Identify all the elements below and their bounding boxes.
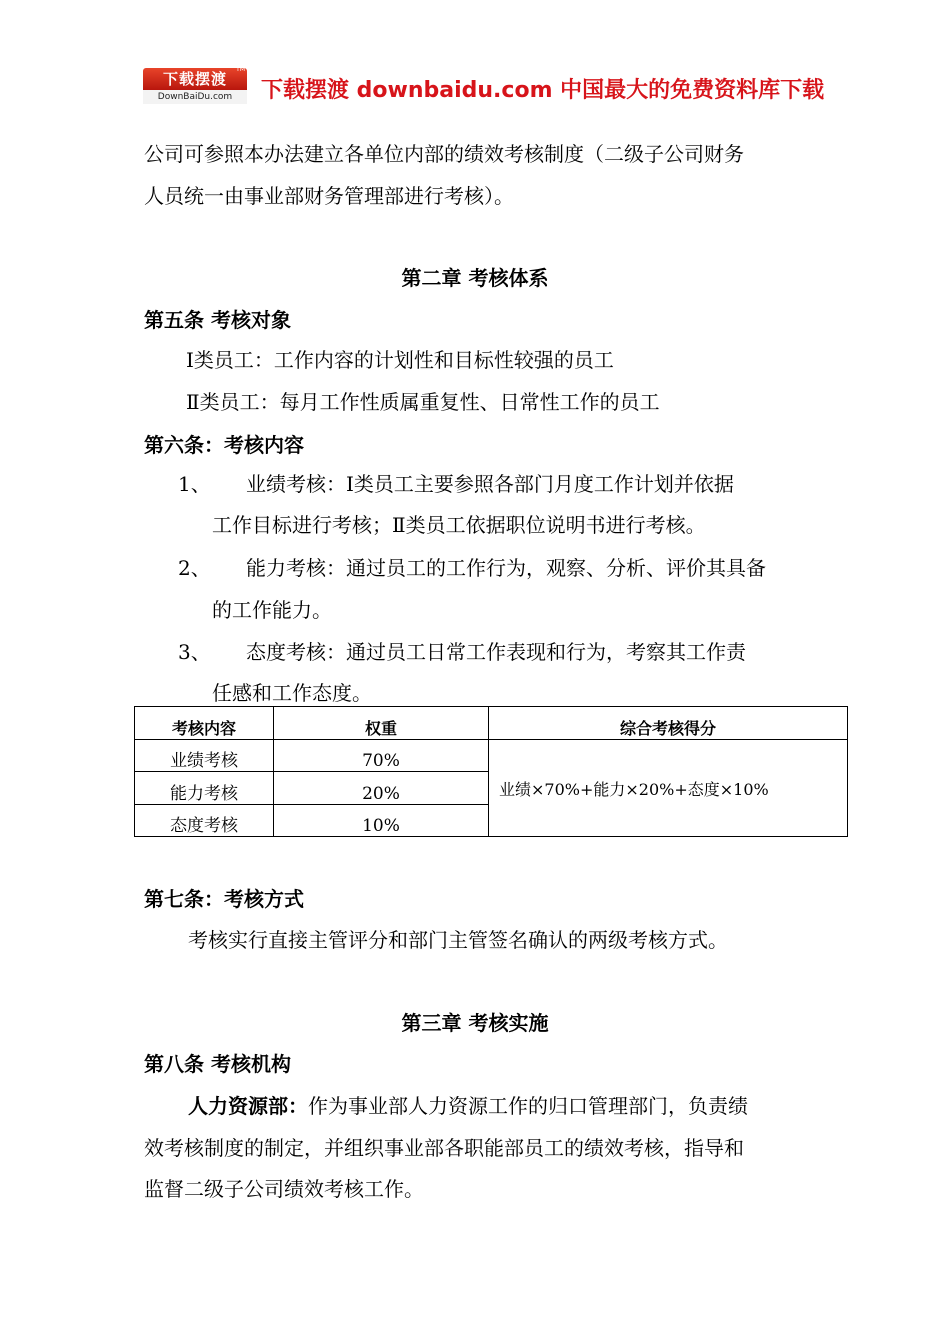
article-6-item-1-number: 1、 [178,472,211,496]
article-6-item-1-line-2: 工作目标进行考核；Ⅱ类员工依据职位说明书进行考核。 [212,513,706,537]
header-score: 综合考核得分 [489,707,848,740]
row-content: 业绩考核 [135,740,274,772]
intro-line-2: 人员统一由事业部财务管理部进行考核）。 [144,184,514,208]
article-7-text: 考核实行直接主管评分和部门主管签名确认的两级考核方式。 [188,928,728,952]
logo-domain: DownBaiDu.com [143,90,247,104]
chapter-2-title: 第二章 考核体系 [401,266,549,290]
header-content: 考核内容 [135,707,274,740]
site-logo [143,68,247,104]
row-weight: 70% [274,740,489,772]
article-8-lead: 人力资源部： [188,1094,308,1118]
article-6-title: 第六条：考核内容 [144,433,304,457]
row-content: 态度考核 [135,805,274,837]
chapter-3-title: 第三章 考核实施 [401,1011,549,1035]
article-6-item-3-number: 3、 [178,640,211,664]
logo-trademark: TM [236,66,245,73]
article-8-line-2: 效考核制度的制定，并组织事业部各职能部员工的绩效考核，指导和 [144,1136,744,1160]
article-6-item-3-line-2: 任感和工作态度。 [212,681,372,705]
article-6-item-2-line-2: 的工作能力。 [212,598,332,622]
header-banner: 下载摆渡 downbaidu.com 中国最大的免费资料库下载 [261,78,825,103]
article-8-title: 第八条 考核机构 [144,1052,291,1076]
intro-line-1: 公司可参照本办法建立各单位内部的绩效考核制度（二级子公司财务 [144,142,744,166]
article-6-item-2-number: 2、 [178,556,211,580]
header-weight: 权重 [274,707,489,740]
score-formula: 业绩×70%+能力×20%+态度×10% [489,740,848,837]
article-6-item-1-line-1: 业绩考核：Ⅰ类员工主要参照各部门月度工作计划并依据 [246,472,734,496]
row-content: 能力考核 [135,772,274,805]
article-6-item-3-line-1: 态度考核：通过员工日常工作表现和行为，考察其工作责 [246,640,746,664]
row-weight: 10% [274,805,489,837]
article-7-title: 第七条：考核方式 [144,887,304,911]
article-5-item-1: Ⅰ类员工：工作内容的计划性和目标性较强的员工 [186,348,614,372]
article-5-title: 第五条 考核对象 [144,308,291,332]
article-5-item-2: Ⅱ类员工：每月工作性质属重复性、日常性工作的员工 [186,390,660,414]
table-header-row [135,707,848,740]
logo-main-text: 下载摆渡 [143,68,247,90]
article-8-line-1 [188,1092,748,1120]
article-6-item-2-line-1: 能力考核：通过员工的工作行为，观察、分析、评价其具备 [246,556,766,580]
table-row [135,740,848,772]
row-weight: 20% [274,772,489,805]
article-8-line-3: 监督二级子公司绩效考核工作。 [144,1177,424,1201]
assessment-weight-table [134,706,848,837]
article-8-line-1-text: 作为事业部人力资源工作的归口管理部门，负责绩 [308,1094,748,1118]
